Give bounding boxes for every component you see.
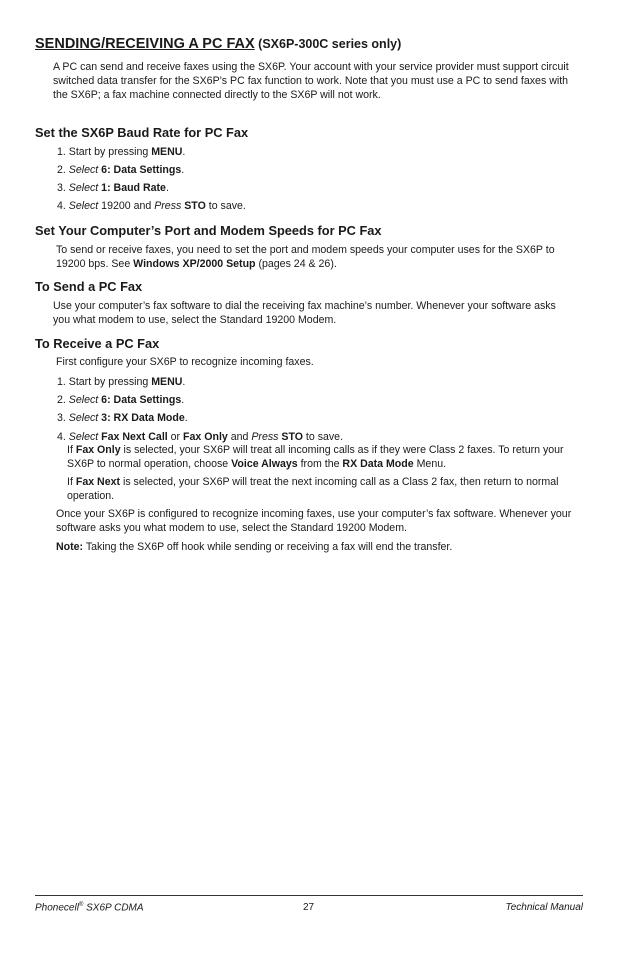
page-title [35, 36, 401, 52]
note-line: Note: Taking the SX6P off hook while sending or receiving a fax will end the transfer. [56, 541, 453, 553]
title-main: SENDING/RECEIVING A PC FAX [35, 36, 255, 52]
baud-step-3: 3. Select 1: Baud Rate. [57, 182, 169, 194]
footer-product: Phonecell® SX6P CDMA [35, 902, 144, 914]
footer-manual-title: Technical Manual [505, 902, 583, 913]
footer-rule [35, 895, 583, 896]
send-paragraph: Use your computer’s fax software to dial the receiving fax machine’s number. Whenever your software asks you what modem to use, select the Standard 19200 Modem. [53, 300, 556, 326]
port-heading: Set Your Computer’s Port and Modem Speeds for PC Fax [35, 223, 382, 238]
receive-heading: To Receive a PC Fax [35, 336, 160, 351]
baud-heading: Set the SX6P Baud Rate for PC Fax [35, 125, 249, 140]
intro-paragraph: A PC can send and receive faxes using the SX6P. Your account with your service provider must support circuit switched data transfer for the SX6P’s PC fax function to work. Note that you must use a PC to send faxes with the SX6P; a fax machine connected directly to the SX6P will not work. [53, 61, 569, 101]
receive-step-2: 2. Select 6: Data Settings. [57, 394, 185, 406]
send-heading: To Send a PC Fax [35, 279, 143, 294]
receive-step-1: 1. Start by pressing MENU. [57, 376, 186, 388]
receive-step-3: 3. Select 3: RX Data Mode. [57, 412, 188, 424]
title-sub: (SX6P-300C series only) [254, 37, 402, 51]
fax-only-note: If Fax Only is selected, your SX6P will treat all incoming calls as if they were Class 2 faxes. To return your SX6P to normal operation, choose Voice Always from the RX Data Mode Menu. [67, 444, 564, 470]
baud-step-2: 2. Select 6: Data Settings. [57, 164, 185, 176]
fax-next-note: If Fax Next is selected, your SX6P will treat the next incoming call as a Class 2 fax, then return to normal operation. [67, 476, 559, 502]
receive-first: First configure your SX6P to recognize incoming faxes. [56, 356, 314, 368]
configured-paragraph: Once your SX6P is configured to recognize incoming faxes, use your computer’s fax software. Whenever your software asks you what modem to use, select the Standard 19200 Modem. [56, 508, 572, 534]
footer-page-number: 27 [303, 902, 315, 913]
receive-step-4: 4. Select Fax Next Call or Fax Only and Press STO to save. [57, 431, 344, 443]
baud-step-1: 1. Start by pressing MENU. [57, 146, 186, 158]
port-paragraph: To send or receive faxes, you need to set the port and modem speeds your computer uses for the SX6P to 19200 bps. See Windows XP/2000 Setup (pages 24 & 26). [56, 244, 555, 270]
baud-step-4: 4. Select 19200 and Press STO to save. [57, 200, 246, 212]
